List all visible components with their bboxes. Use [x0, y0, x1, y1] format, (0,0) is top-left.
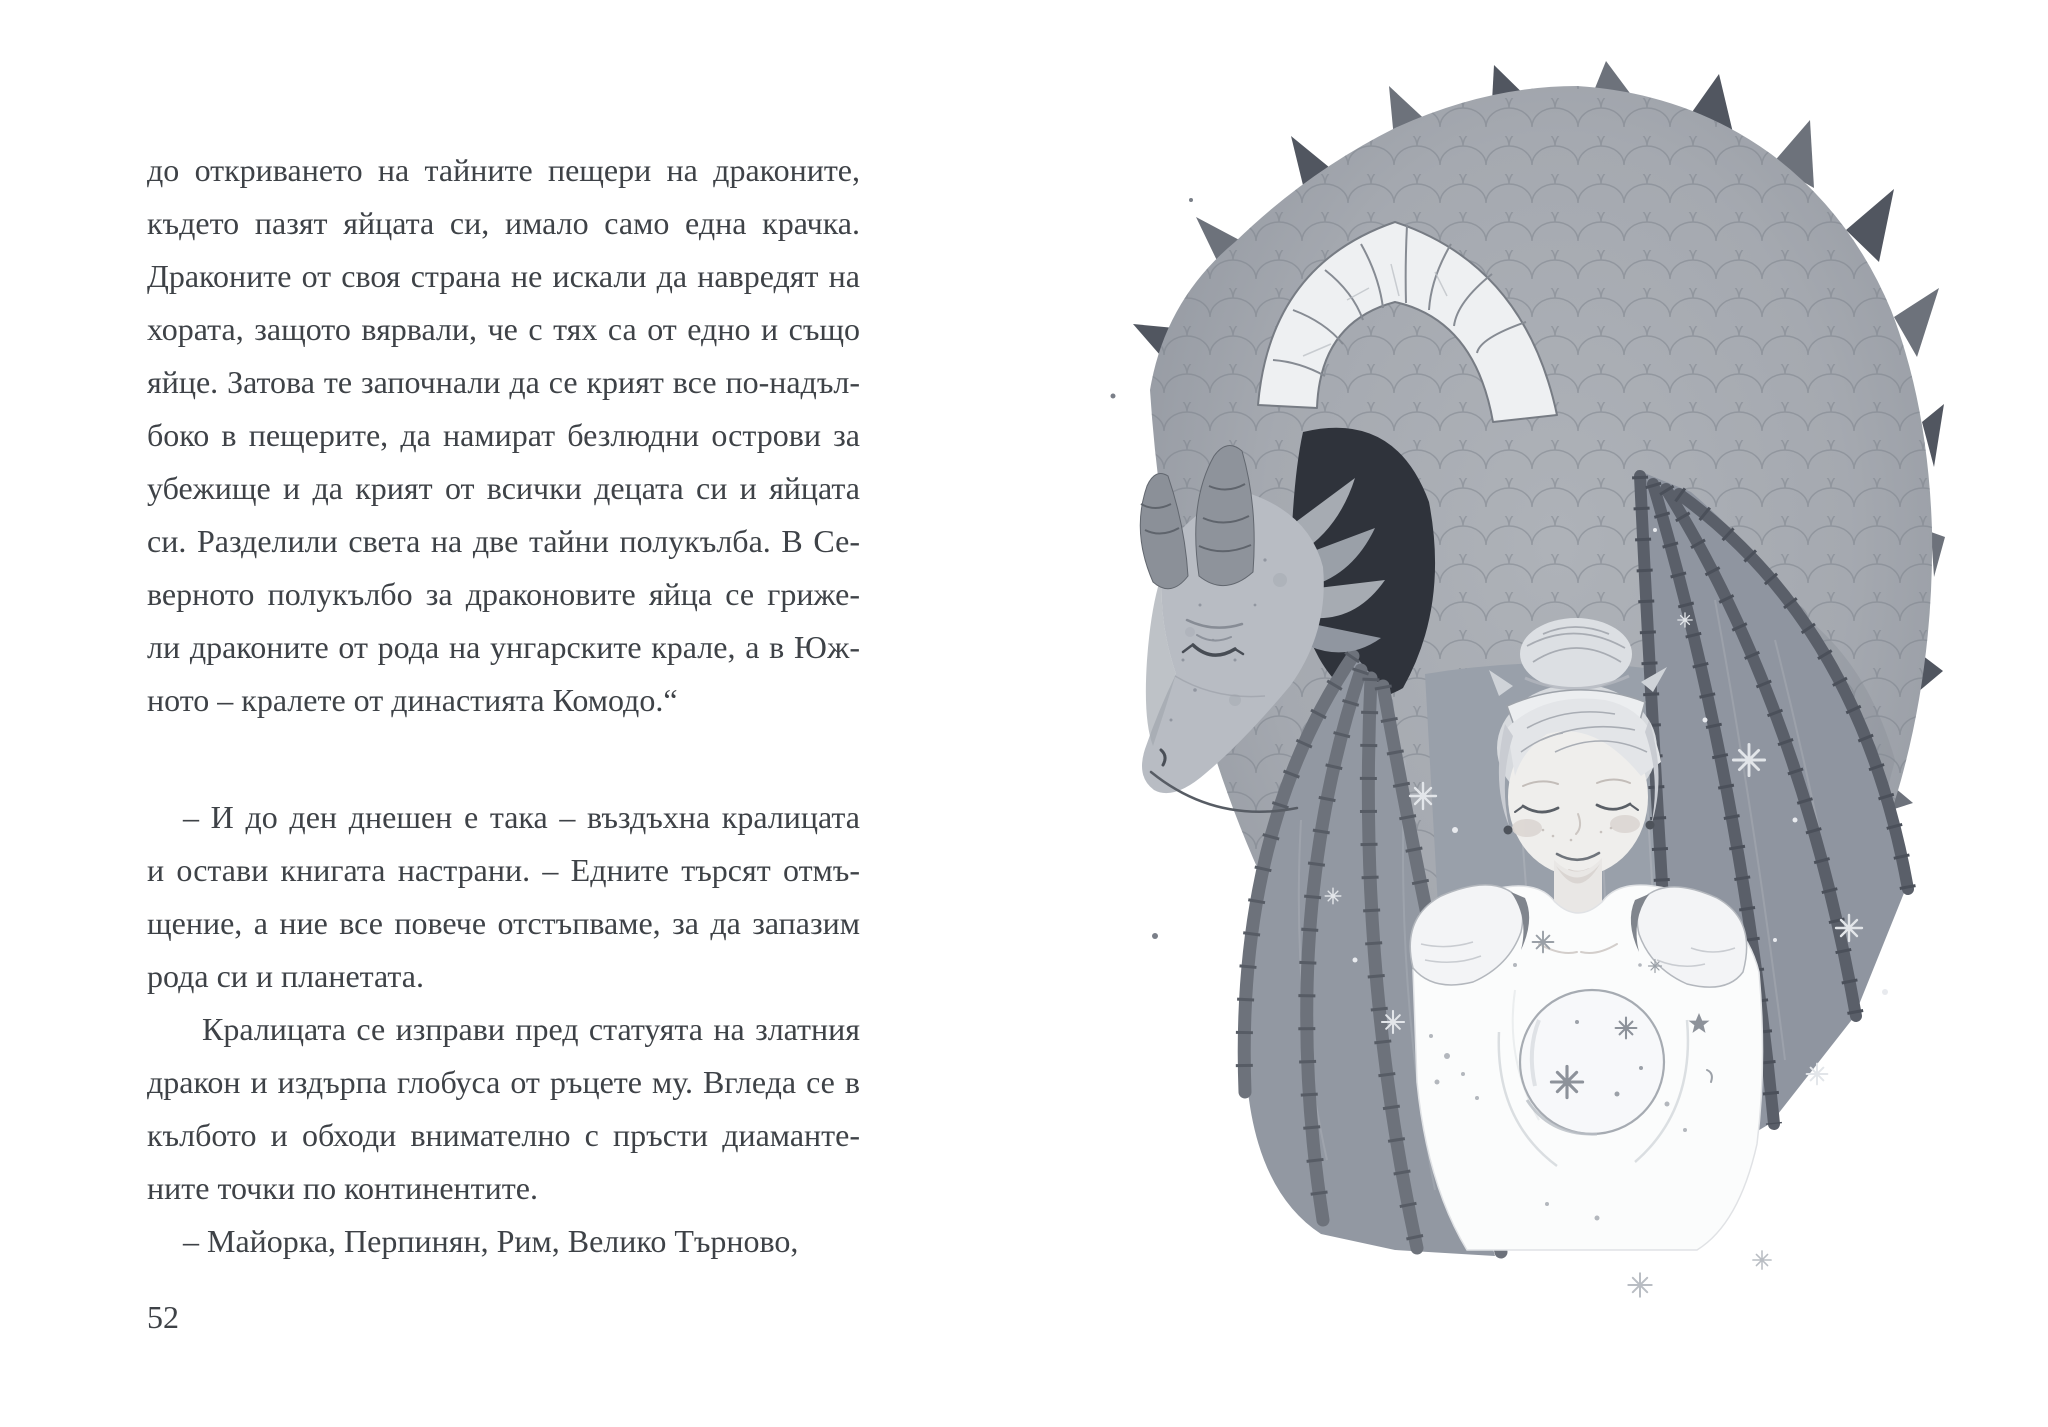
- text-line: Кралицата се изправи пред статуята на златния: [202, 1011, 860, 1047]
- paragraph: [147, 1003, 860, 1215]
- paragraph: [147, 791, 860, 1003]
- text-line: си. Разделили света на две тайни полукълба. В Се-: [147, 523, 860, 559]
- paragraph: [147, 1215, 860, 1268]
- queen-bun: [1520, 618, 1632, 690]
- text-line: яйце. Затова те започнали да се крият все по-надъл-: [147, 364, 860, 400]
- dragon-queen-illustration: [1095, 60, 1945, 1310]
- text-line: Драконите от своя страна не искали да навредят на: [147, 258, 860, 294]
- text-line: верното полукълбо за драконовите яйца се гриже-: [147, 576, 860, 612]
- text-line: ните точки по континентите.: [147, 1170, 538, 1206]
- text-line: ли драконите от рода на унгарските крале, а в Юж-: [147, 629, 860, 665]
- text-line: боко в пещерите, да намират безлюдни острови за: [147, 417, 860, 453]
- text-line: щение, а ние все повече отстъпваме, за да запазим: [147, 905, 860, 941]
- text-line: ното – кралете от династията Комодо.“: [147, 682, 678, 718]
- paragraph: [147, 144, 860, 727]
- text-line: където пазят яйцата си, имало само една крачка.: [147, 205, 860, 241]
- text-line: хората, защото вярвали, че с тях са от едно и също: [147, 311, 860, 347]
- text-line: – Майорка, Перпинян, Рим, Велико Търново,: [183, 1223, 799, 1259]
- text-line: рода си и планетата.: [147, 958, 424, 994]
- text-line: и остави книгата настрани. – Едните търсят отмъ-: [147, 852, 860, 888]
- text-line: – И до ден днешен е така – въздъхна кралицата: [183, 799, 860, 835]
- text-line: убежище и да крият от всички децата си и яйцата: [147, 470, 860, 506]
- text-line: дракон и издърпа глобуса от ръцете му. Вгледа се в: [147, 1064, 860, 1100]
- story-text: [147, 144, 860, 1268]
- text-line: до откриването на тайните пещери на драконите,: [147, 152, 860, 188]
- text-line: кълбото и обходи внимателно с пръсти диаманте-: [147, 1117, 860, 1153]
- page-number: 52: [147, 1299, 179, 1335]
